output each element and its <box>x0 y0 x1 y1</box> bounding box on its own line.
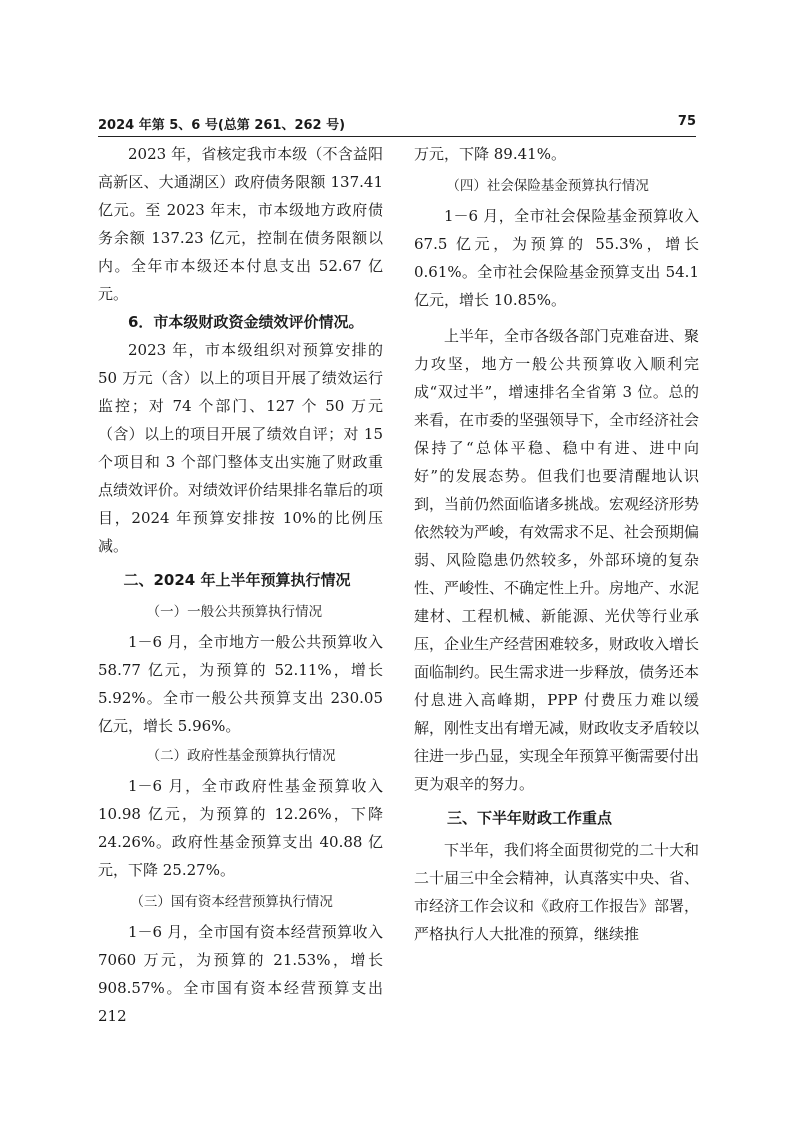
paragraph-state-capital-cont: 万元，下降 89.41%。 <box>414 145 566 163</box>
left-column <box>98 140 383 1030</box>
paragraph-government-fund: 1－6 月，全市政府性基金预算收入 10.98 亿元，为预算的 12.26%，下降 24.26%。政府性基金预算支出 40.88 亿元，下降 25.27%。 <box>98 777 383 879</box>
page-header <box>98 114 696 136</box>
paragraph-second-half: 下半年，我们将全面贯彻党的二十大和二十届三中全会精神，认真落实中央、省、市经济工作会议和《政府工作报告》部署，严格执行人大批准的预算，继续推 <box>414 841 700 943</box>
heading-section-2: 二、2024 年上半年预算执行情况 <box>123 571 351 589</box>
heading-performance-evaluation: 6．市本级财政资金绩效评价情况。 <box>128 313 364 331</box>
paragraph-state-capital: 1－6 月，全市国有资本经营预算收入 7060 万元，为预算的 21.53%，增长 908.57%。全市国有资本经营预算支出 212 <box>98 923 383 1025</box>
paragraph-performance: 2023 年，市本级组织对预算安排的 50 万元（含）以上的项目开展了绩效运行监控；对 74 个部门、127 个 50 万元（含）以上的项目开展了绩效自评；对 15 个项目和 3 个部门整体支出实施了财政重点绩效评价。对绩效评价结果排名靠后的项目，2024 年预算安排按 10%的比例压减。 <box>98 341 384 555</box>
heading-state-capital: （三）国有资本经营预算执行情况 <box>130 894 333 910</box>
page-number: 75 <box>677 114 696 129</box>
heading-social-insurance: （四）社会保险基金预算执行情况 <box>446 178 649 194</box>
heading-section-3: 三、下半年财政工作重点 <box>447 809 613 827</box>
right-column <box>414 140 699 948</box>
heading-government-fund: （二）政府性基金预算执行情况 <box>146 748 336 764</box>
paragraph-summary: 上半年，全市各级各部门克难奋进、聚力攻坚，地方一般公共预算收入顺利完成“双过半”，增速排名全省第 3 位。总的来看，在市委的坚强领导下，全市经济社会保持了“总体平稳、稳中有进、进中向好”的发展态势。但我们也要清醒地认识到，当前仍然面临诸多挑战。宏观经济形势依然较为严峻，有效需求不足、社会预期偏弱、风险隐患仍然较多，外部环境的复杂性、严峻性、不确定性上升。房地产、水泥建材、工程机械、新能源、光伏等行业承压，企业生产经营困难较多，财政收入增长面临制约。民生需求进一步释放，债务还本付息进入高峰期，PPP 付费压力难以缓解，刚性支出有增无减，财政收支矛盾较以往进一步凸显，实现全年预算平衡需要付出更为艰辛的努力。 <box>414 327 700 793</box>
issue-label: 2024 年第 5、6 号(总第 261、262 号) <box>98 118 346 133</box>
paragraph-debt-limit: 2023 年，省核定我市本级（不含益阳高新区、大通湖区）政府债务限额 137.41 亿元。至 2023 年末，市本级地方政府债务余额 137.23 亿元，控制在债务限额以内。全年市本级还本付息支出 52.67 亿元。 <box>98 145 383 303</box>
paragraph-general-budget: 1－6 月，全市地方一般公共预算收入 58.77 亿元，为预算的 52.11%，增长 5.92%。全市一般公共预算支出 230.05 亿元，增长 5.96%。 <box>98 633 383 735</box>
header-rule <box>98 136 696 137</box>
paragraph-social-insurance: 1－6 月，全市社会保险基金预算收入 67.5 亿元，为预算的 55.3%，增长 0.61%。全市社会保险基金预算支出 54.1 亿元，增长 10.85%。 <box>414 207 699 309</box>
heading-general-budget: （一）一般公共预算执行情况 <box>146 604 323 620</box>
